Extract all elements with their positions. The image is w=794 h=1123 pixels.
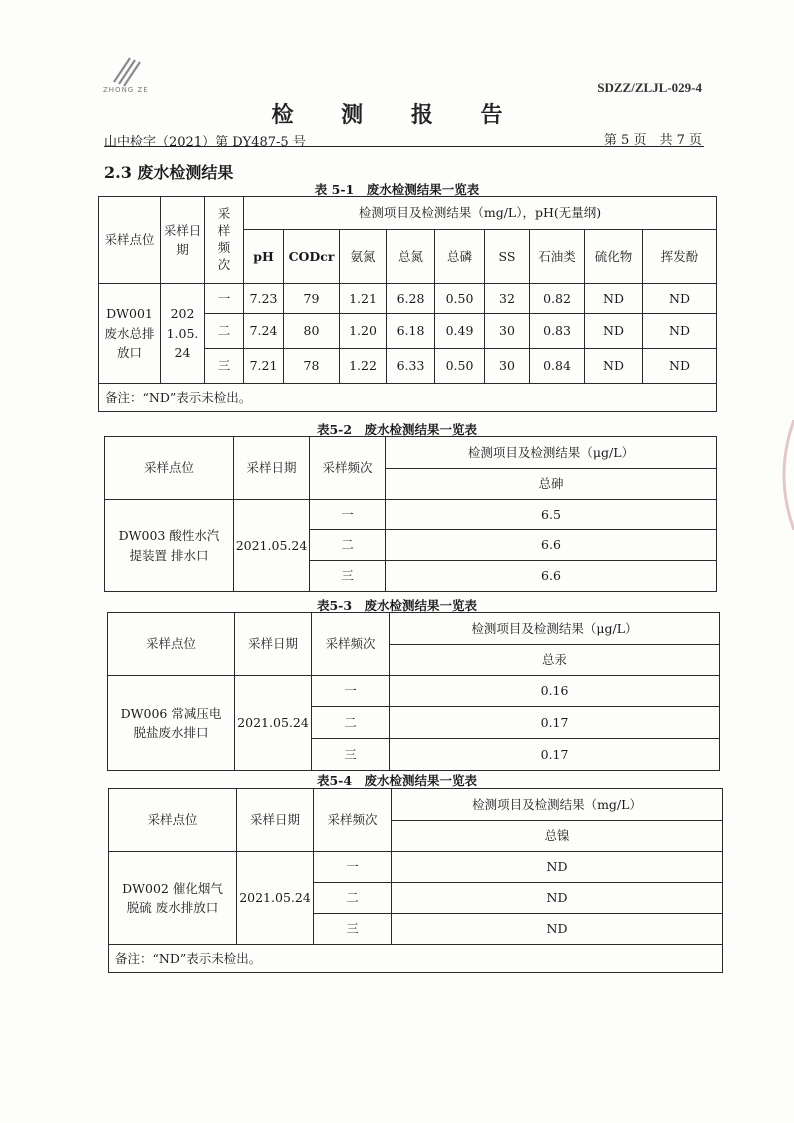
table1-cell: ND [585,284,643,314]
table1-point: DW001 废水总排放口 [99,284,161,384]
table1-cell: ND [585,349,643,384]
table1-cell: 0.83 [530,314,585,349]
table2-freq: 一 [310,500,386,530]
table1-cell: 0.84 [530,349,585,384]
table2-freq: 二 [310,530,386,561]
table1-cell: ND [643,349,717,384]
table1-cell: 1.20 [340,314,387,349]
table1-col-header: 石油类 [530,230,585,284]
table1-cell: 0.50 [435,349,485,384]
table1-caption: 表 5-1 废水检测结果一览表 [314,182,480,197]
report-title: 检 测 报 告 [271,102,523,128]
table3-header-date: 采样日期 [235,613,312,676]
header-divider [104,146,704,147]
table1-cell: ND [585,314,643,349]
table3-cell: 0.16 [390,676,720,707]
document-code: SDZZ/ZLJL-029-4 [597,80,702,95]
table1-cell: 7.21 [244,349,284,384]
table1-header-group: 检测项目及检测结果（mg/L），pH(无量纲) [244,197,717,230]
table2-item: 总砷 [386,469,717,500]
section-title: 2.3 废水检测结果 [104,163,234,182]
table1-cell: 1.21 [340,284,387,314]
table1-col-header: CODcr [284,230,340,284]
table1 [98,196,717,412]
table1-cell: 0.49 [435,314,485,349]
table1-freq: 一 [205,284,244,314]
table2-caption: 表5-2 废水检测结果一览表 [316,422,478,437]
table1-cell: ND [643,284,717,314]
table2-header-point: 采样点位 [105,437,234,500]
table1-cell: 78 [284,349,340,384]
table4-header-point: 采样点位 [109,789,237,852]
table2-cell: 6.5 [386,500,717,530]
table4-cell: ND [392,852,723,883]
table1-header-point: 采样点位 [99,197,161,284]
table1-col-header: 总磷 [435,230,485,284]
table1-cell: 0.82 [530,284,585,314]
table1-header-date: 采样日期 [161,197,205,284]
table4-note: 备注：“ND”表示未检出。 [109,945,723,973]
table4-header-group: 检测项目及检测结果（mg/L） [392,789,723,821]
table3-freq: 二 [312,707,390,739]
table4-freq: 三 [314,914,392,945]
table3-header-group: 检测项目及检测结果（μg/L） [390,613,720,645]
table2-header-group: 检测项目及检测结果（μg/L） [386,437,717,469]
table4-header-freq: 采样频次 [314,789,392,852]
table3 [107,612,720,771]
table1-cell: 79 [284,284,340,314]
table2-cell: 6.6 [386,561,717,592]
table1-cell: 30 [485,314,530,349]
table2-cell: 6.6 [386,530,717,561]
table1-cell: 7.23 [244,284,284,314]
table1-header-freq: 采样频次 [205,197,244,284]
table1-date: 2021.05.24 [161,284,205,384]
table2-header-freq: 采样频次 [310,437,386,500]
table3-item: 总汞 [390,645,720,676]
table4-freq: 二 [314,883,392,914]
page-number: 第 5 页 共 7 页 [603,133,702,148]
table2 [104,436,717,592]
table1-cell: 80 [284,314,340,349]
logo-text: ZHONG ZE [103,86,149,94]
table1-col-header: 总氮 [387,230,435,284]
table4-point: DW002 催化烟气脱硫 废水排放口 [109,852,237,945]
table3-header-freq: 采样频次 [312,613,390,676]
table1-cell: 0.50 [435,284,485,314]
table1-col-header: 挥发酚 [643,230,717,284]
table1-cell: 7.24 [244,314,284,349]
table2-point: DW003 酸性水汽提装置 排水口 [105,500,234,592]
table2-freq: 三 [310,561,386,592]
table2-date: 2021.05.24 [234,500,310,592]
table1-col-header: 氨氮 [340,230,387,284]
table1-cell: 6.28 [387,284,435,314]
table3-header-point: 采样点位 [108,613,235,676]
table3-date: 2021.05.24 [235,676,312,771]
table1-freq: 二 [205,314,244,349]
table4-freq: 一 [314,852,392,883]
table3-freq: 三 [312,739,390,771]
table2-header-date: 采样日期 [234,437,310,500]
table1-cell: 30 [485,349,530,384]
table1-cell: 32 [485,284,530,314]
table4-header-date: 采样日期 [237,789,314,852]
table4-caption: 表5-4 废水检测结果一览表 [316,773,478,788]
table3-cell: 0.17 [390,707,720,739]
table3-freq: 一 [312,676,390,707]
table4-cell: ND [392,883,723,914]
table3-point: DW006 常减压电 脱盐废水排口 [108,676,235,771]
table4 [108,788,723,973]
report-reference: 山中检字（2021）第 DY487-5 号 [104,135,306,150]
table3-caption: 表5-3 废水检测结果一览表 [316,598,478,613]
table1-cell: 1.22 [340,349,387,384]
table1-cell: ND [643,314,717,349]
seal-edge-mark [768,420,794,530]
table1-col-header: SS [485,230,530,284]
table4-item: 总镍 [392,821,723,852]
table1-col-header: 硫化物 [585,230,643,284]
table4-cell: ND [392,914,723,945]
table4-date: 2021.05.24 [237,852,314,945]
table1-freq: 三 [205,349,244,384]
table1-cell: 6.18 [387,314,435,349]
table1-note: 备注：“ND”表示未检出。 [99,384,717,412]
table3-cell: 0.17 [390,739,720,771]
table1-cell: 6.33 [387,349,435,384]
table1-col-header: pH [244,230,284,284]
